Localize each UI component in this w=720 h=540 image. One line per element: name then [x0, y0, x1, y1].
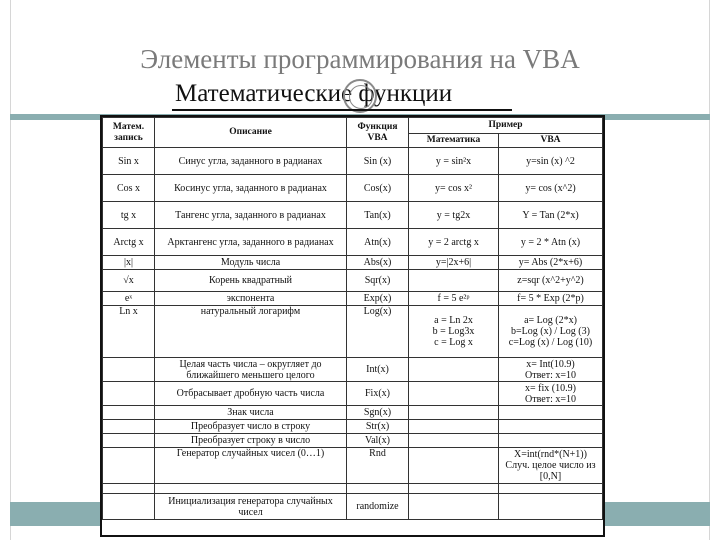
cell-ex-vba	[499, 494, 603, 520]
cell-func: Int(x)	[347, 358, 409, 382]
table-row	[103, 148, 603, 175]
cell-ex-math	[409, 420, 499, 434]
cell-ex-math: y=|2x+6|	[409, 256, 499, 270]
header-vba-function: Функция VBA	[347, 118, 409, 148]
functions-table	[102, 117, 603, 520]
slide-title: Элементы программирования на VBA	[140, 44, 580, 74]
cell-ex-math: y = sin²x	[409, 148, 499, 175]
cell-ex-math	[409, 494, 499, 520]
cell-func: Val(x)	[347, 434, 409, 448]
cell-ex-math	[409, 406, 499, 420]
cell-desc: Преобразует строку в число	[155, 434, 347, 448]
cell-desc: Синус угла, заданного в радианах	[155, 148, 347, 175]
cell-ex-vba: f= 5 * Exp (2*p)	[499, 292, 603, 306]
cell-func: Str(x)	[347, 420, 409, 434]
cell-ex-math	[409, 270, 499, 292]
cell-func: Rnd	[347, 448, 409, 484]
table-row	[103, 229, 603, 256]
cell-desc: Модуль числа	[155, 256, 347, 270]
cell-desc: экспонента	[155, 292, 347, 306]
table-row	[103, 202, 603, 229]
cell-func: Exp(x)	[347, 292, 409, 306]
cell-desc: Отбрасывает дробную часть числа	[155, 382, 347, 406]
cell-math	[103, 406, 155, 420]
cell-math: |x|	[103, 256, 155, 270]
slide-subtitle: Математические функции	[175, 80, 453, 107]
cell-func: Sqr(x)	[347, 270, 409, 292]
table-row	[103, 270, 603, 292]
header-math-notation: Матем. запись	[103, 118, 155, 148]
header-description: Описание	[155, 118, 347, 148]
ornament-circle-icon	[343, 79, 377, 113]
header-example-math: Математика	[409, 134, 499, 148]
table-row	[103, 434, 603, 448]
cell-desc: Генератор случайных чисел (0…1)	[155, 448, 347, 484]
cell-func: randomize	[347, 494, 409, 520]
cell-func: Fix(x)	[347, 382, 409, 406]
cell-func: Sin (x)	[347, 148, 409, 175]
table-spacer-row	[103, 484, 603, 494]
cell-ex-vba	[499, 434, 603, 448]
cell-math	[103, 448, 155, 484]
cell-ex-vba: z=sqr (x^2+y^2)	[499, 270, 603, 292]
cell-ex-math: a = Ln 2x b = Log3x c = Log x	[409, 306, 499, 358]
cell-ex-vba: y=sin (x) ^2	[499, 148, 603, 175]
cell-ex-math: y = 2 arctg x	[409, 229, 499, 256]
cell-math: Cos x	[103, 175, 155, 202]
cell-ex-vba: Y = Tan (2*x)	[499, 202, 603, 229]
table-header-row	[103, 118, 603, 134]
cell-desc: Целая часть числа – округляет до ближайшего меньшего целого	[155, 358, 347, 382]
cell-math	[103, 358, 155, 382]
table-row	[103, 175, 603, 202]
cell-ex-vba: y = 2 * Atn (x)	[499, 229, 603, 256]
cell-math	[103, 382, 155, 406]
cell-desc: Корень квадратный	[155, 270, 347, 292]
cell-ex-math	[409, 382, 499, 406]
cell-ex-math: y= cos x²	[409, 175, 499, 202]
table-row	[103, 448, 603, 484]
cell-ex-math	[409, 434, 499, 448]
cell-math: Sin x	[103, 148, 155, 175]
table-row	[103, 256, 603, 270]
table-row	[103, 292, 603, 306]
cell-math	[103, 494, 155, 520]
cell-func: Log(x)	[347, 306, 409, 358]
cell-func: Sgn(x)	[347, 406, 409, 420]
cell-math: eˣ	[103, 292, 155, 306]
cell-ex-math: f = 5 e²ᵖ	[409, 292, 499, 306]
cell-ex-vba: x= Int(10.9) Ответ: x=10	[499, 358, 603, 382]
cell-ex-vba: X=int(rnd*(N+1)) Случ. целое число из [0,N]	[499, 448, 603, 484]
title-divider	[172, 109, 512, 111]
table-row	[103, 358, 603, 382]
cell-ex-vba	[499, 420, 603, 434]
header-example-vba: VBA	[499, 134, 603, 148]
cell-func: Cos(x)	[347, 175, 409, 202]
cell-math: Ln x	[103, 306, 155, 358]
cell-math: Arctg x	[103, 229, 155, 256]
cell-func: Tan(x)	[347, 202, 409, 229]
cell-desc: Инициализация генератора случайных чисел	[155, 494, 347, 520]
table-row	[103, 420, 603, 434]
table-row	[103, 306, 603, 358]
cell-desc: натуральный логарифм	[155, 306, 347, 358]
functions-table-image	[100, 115, 605, 537]
table-row	[103, 382, 603, 406]
cell-func: Abs(x)	[347, 256, 409, 270]
cell-ex-vba: x= fix (10.9) Ответ: x=10	[499, 382, 603, 406]
cell-math	[103, 434, 155, 448]
cell-math: tg x	[103, 202, 155, 229]
cell-desc: Знак числа	[155, 406, 347, 420]
cell-ex-vba: y= Abs (2*x+6)	[499, 256, 603, 270]
cell-ex-math	[409, 448, 499, 484]
cell-desc: Косинус угла, заданного в радианах	[155, 175, 347, 202]
cell-math	[103, 420, 155, 434]
cell-ex-math	[409, 358, 499, 382]
cell-desc: Преобразует число в строку	[155, 420, 347, 434]
cell-desc: Тангенс угла, заданного в радианах	[155, 202, 347, 229]
cell-func: Atn(x)	[347, 229, 409, 256]
cell-ex-math: y = tg2x	[409, 202, 499, 229]
table-row	[103, 406, 603, 420]
cell-ex-vba	[499, 406, 603, 420]
table-row	[103, 494, 603, 520]
header-example: Пример	[409, 118, 603, 134]
cell-ex-vba: a= Log (2*x) b=Log (x) / Log (3) c=Log (x) / Log (10)	[499, 306, 603, 358]
cell-desc: Арктангенс угла, заданного в радианах	[155, 229, 347, 256]
cell-math: √x	[103, 270, 155, 292]
cell-ex-vba: y= cos (x^2)	[499, 175, 603, 202]
